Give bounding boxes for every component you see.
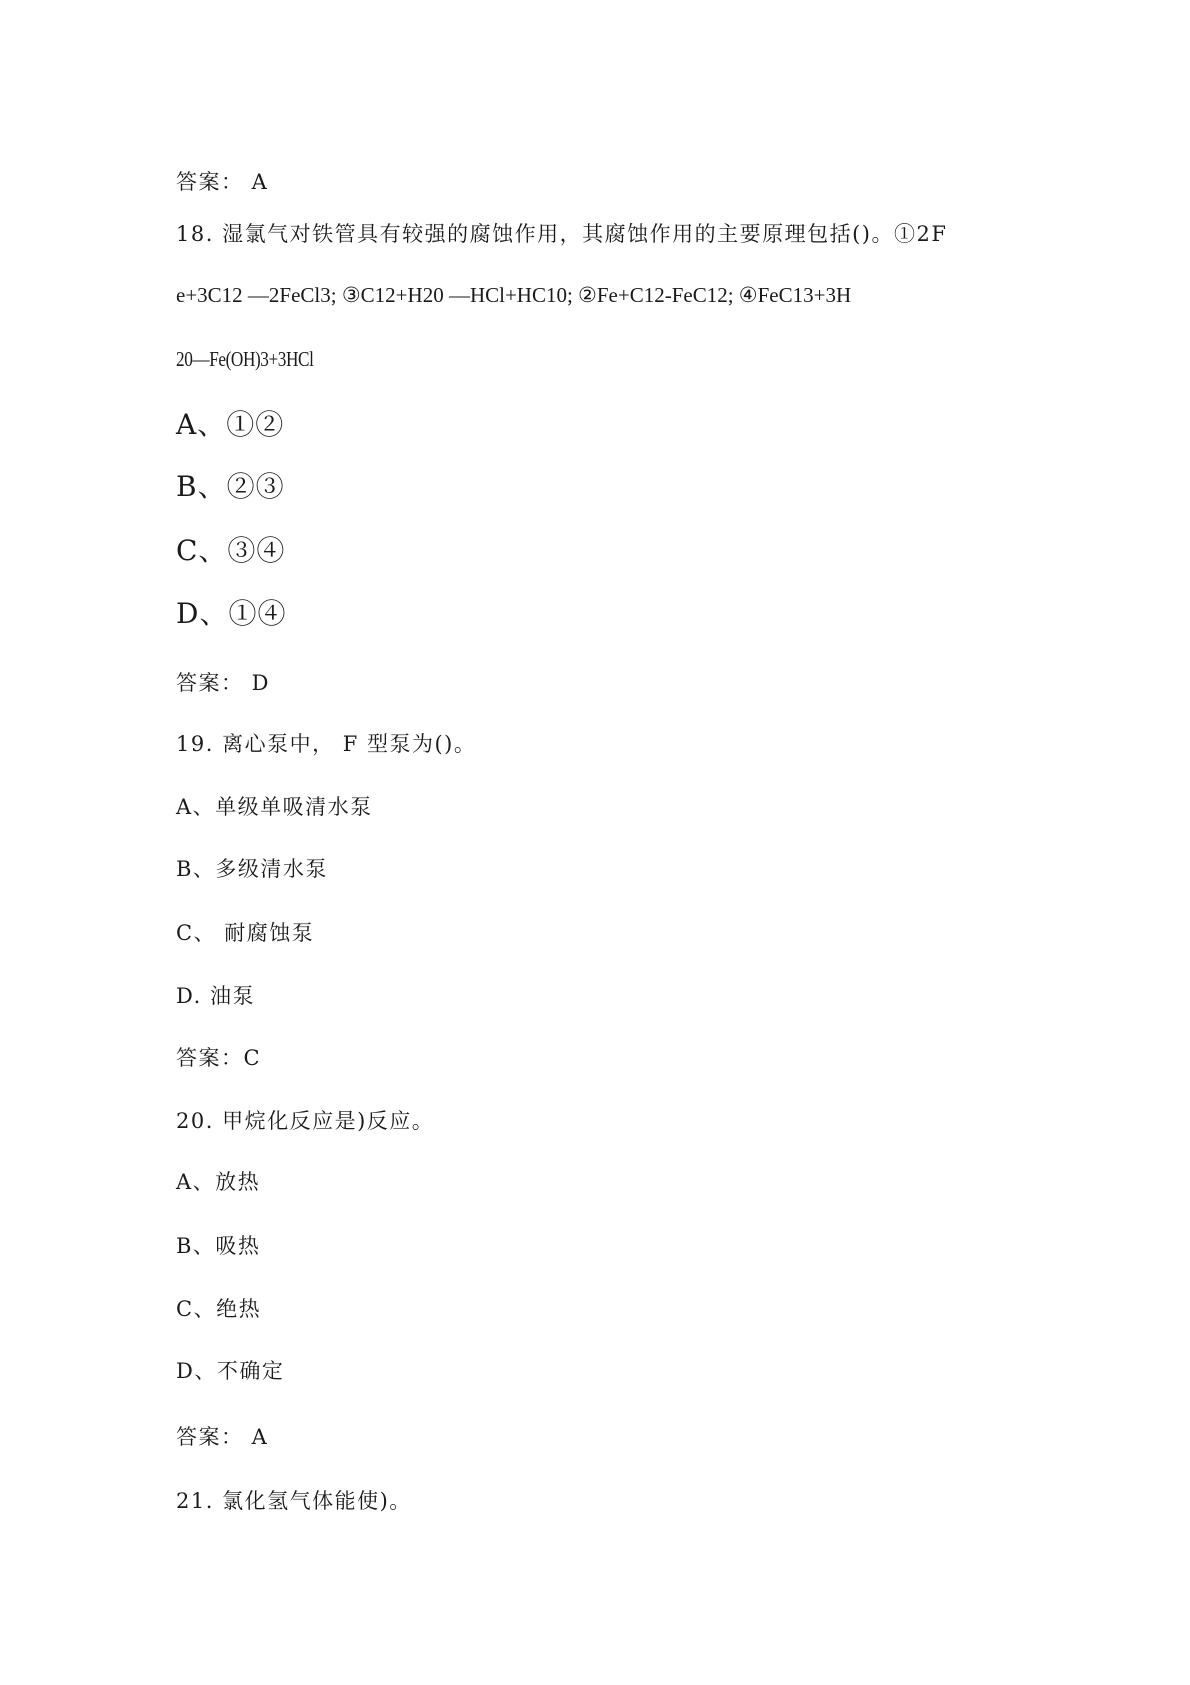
answer-20: 答案： A bbox=[176, 1425, 269, 1449]
question-20-option-d: D、不确定 bbox=[176, 1359, 285, 1383]
question-18-stem-line-2: e+3C12 —2FeCl3; ③C12+H20 —HCl+HC10; ②Fe+C12-FeC12; ④FeC13+3H bbox=[176, 283, 852, 307]
question-20-option-a: A、放热 bbox=[176, 1170, 261, 1194]
question-19-option-b: B、多级清水泵 bbox=[176, 857, 328, 881]
question-21-stem: 21. 氯化氢气体能使)。 bbox=[176, 1489, 412, 1513]
question-18-option-b: B、②③ bbox=[176, 470, 285, 503]
question-18-stem-line-1: 18. 湿氯气对铁管具有较强的腐蚀作用，其腐蚀作用的主要原理包括()。①2F bbox=[176, 222, 948, 246]
answer-18: 答案： D bbox=[176, 671, 271, 695]
question-19-option-a: A、单级单吸清水泵 bbox=[176, 795, 373, 819]
answer-19: 答案：C bbox=[176, 1046, 262, 1070]
question-18-option-a: A、①② bbox=[176, 408, 285, 441]
question-18-option-d: D、①④ bbox=[176, 597, 287, 630]
question-18-option-c: C、③④ bbox=[176, 534, 286, 567]
question-19-stem: 19. 离心泵中， F 型泵为()。 bbox=[176, 732, 477, 756]
question-20-stem: 20. 甲烷化反应是)反应。 bbox=[176, 1109, 435, 1133]
question-20-option-c: C、绝热 bbox=[176, 1297, 262, 1321]
question-19-option-d: D. 油泵 bbox=[176, 984, 255, 1008]
question-20-option-b: B、吸热 bbox=[176, 1234, 261, 1258]
question-19-option-c: C、 耐腐蚀泵 bbox=[176, 921, 315, 945]
answer-17: 答案： A bbox=[176, 170, 269, 194]
question-18-stem-line-3: 20—Fe(OH)3+3HCl bbox=[176, 347, 314, 371]
